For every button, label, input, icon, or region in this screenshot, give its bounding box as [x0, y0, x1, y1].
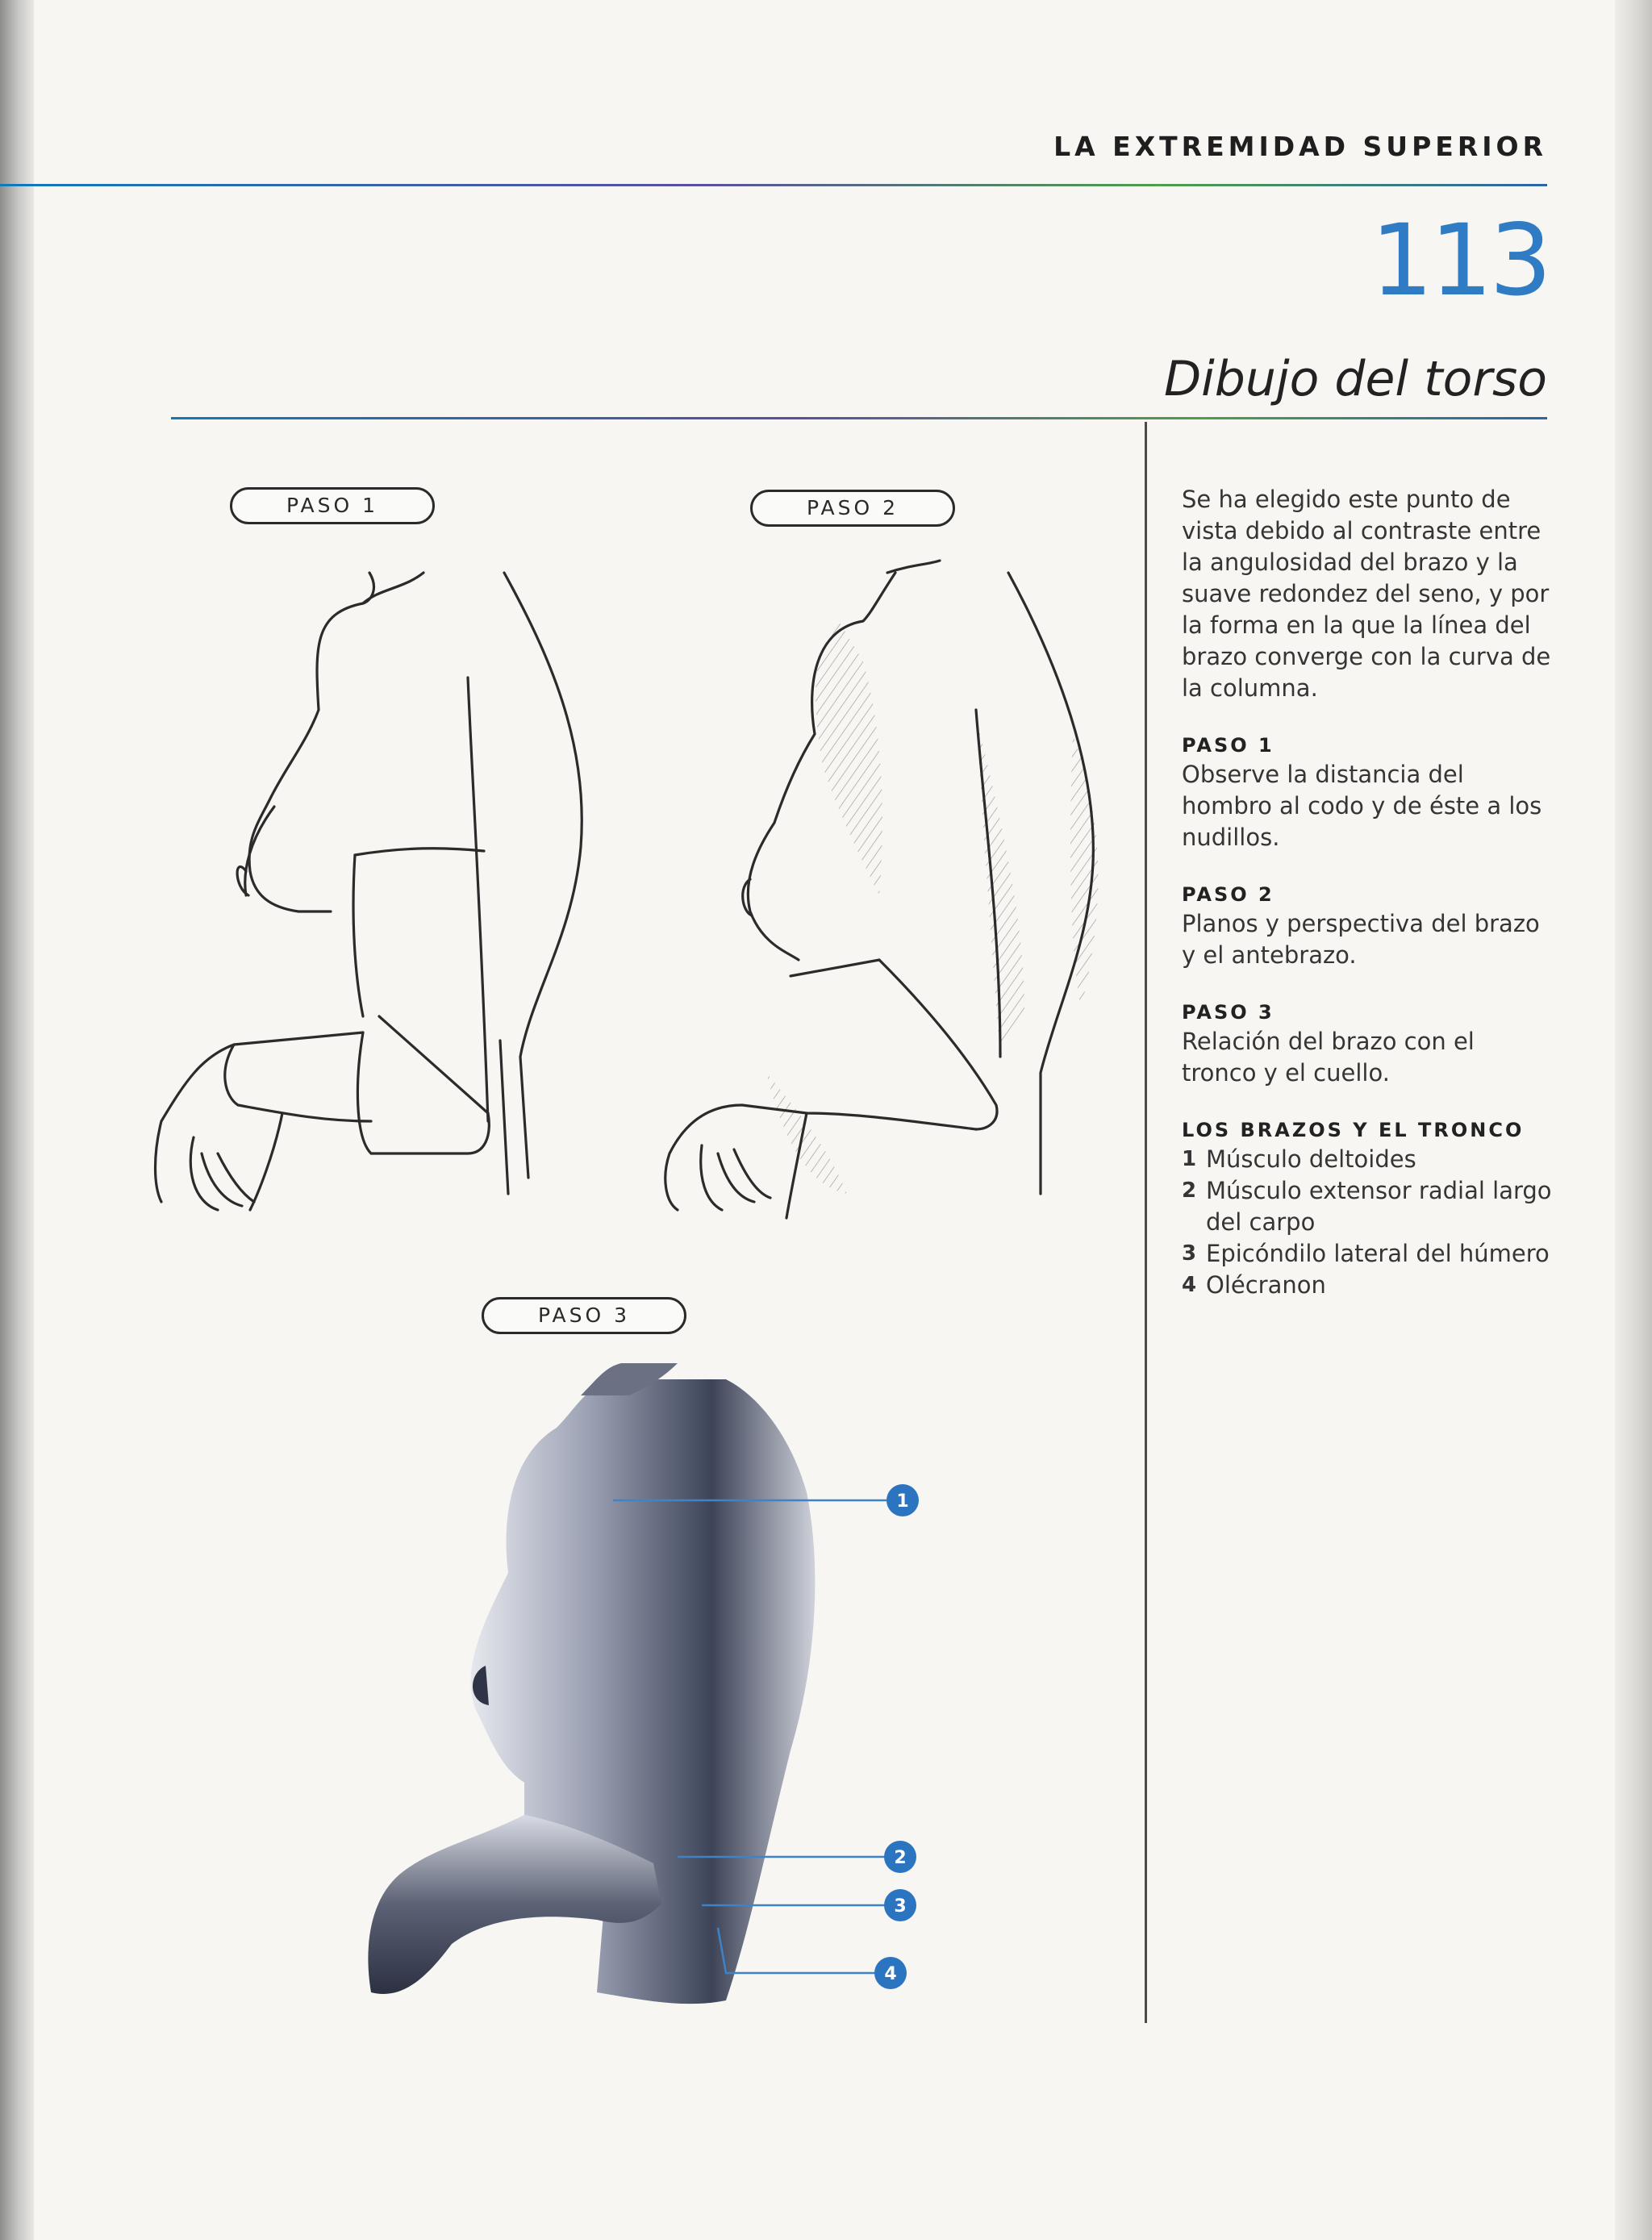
legend-text: Músculo deltoides [1206, 1145, 1416, 1173]
legend-item [1182, 1270, 1553, 1301]
step-3-figure [339, 1363, 968, 2033]
callout-marker-3 [884, 1889, 916, 1921]
legend-heading: LOS BRAZOS Y EL TRONCO [1182, 1119, 1525, 1141]
callout-number: 4 [884, 1964, 897, 1984]
legend-item [1182, 1175, 1553, 1238]
legend-list [1182, 1144, 1553, 1301]
step-2-heading: PASO 2 [1182, 883, 1274, 906]
page-edge [1615, 0, 1652, 2240]
legend-text: Músculo extensor radial largo del carpo [1206, 1177, 1552, 1236]
legend-text: Epicóndilo lateral del húmero [1206, 1240, 1550, 1267]
step-1-heading: PASO 1 [1182, 734, 1274, 757]
step-1-text: Observe la distancia del hombro al codo y de éste a los nudillos. [1182, 761, 1542, 851]
step-2-sketch [621, 557, 1121, 1226]
step-3-heading: PASO 3 [1182, 1001, 1274, 1024]
legend-number: 2 [1182, 1178, 1197, 1203]
title-rule [171, 417, 1547, 419]
page-number: 113 [1370, 203, 1549, 318]
callout-number: 3 [894, 1896, 907, 1917]
legend-text: Olécranon [1206, 1271, 1326, 1299]
legend-number: 4 [1182, 1273, 1197, 1297]
column-divider [1145, 422, 1147, 2023]
book-spine-shadow [0, 0, 34, 2240]
callout-marker-4 [874, 1957, 907, 1989]
callout-marker-1 [886, 1484, 919, 1516]
callout-marker-2 [884, 1841, 916, 1873]
legend-number: 3 [1182, 1241, 1197, 1266]
header-rule [0, 184, 1547, 186]
step-2-text: Planos y perspectiva del brazo y el antebrazo. [1182, 910, 1540, 969]
legend-item [1182, 1144, 1553, 1175]
intro-paragraph: Se ha elegido este punto de vista debido al contraste entre la angulosidad del brazo y la suave redondez del seno, y por la forma en la que la línea del brazo converge con la curva de la columna. [1182, 486, 1551, 702]
callout-number: 2 [894, 1848, 907, 1868]
section-title: Dibujo del torso [1163, 351, 1547, 407]
legend-item [1182, 1238, 1553, 1270]
step-1-sketch [113, 557, 613, 1218]
legend-number: 1 [1182, 1147, 1197, 1171]
running-head: LA EXTREMIDAD SUPERIOR [1053, 131, 1547, 162]
step-1-label: PASO 1 [230, 487, 435, 524]
step-3-text: Relación del brazo con el tronco y el cuello. [1182, 1028, 1475, 1087]
figure-shading [368, 1363, 815, 2004]
sidebar-text [1182, 484, 1553, 1301]
step-2-label: PASO 2 [750, 490, 955, 527]
callout-number: 1 [896, 1491, 909, 1512]
step-3-label: PASO 3 [482, 1297, 686, 1334]
